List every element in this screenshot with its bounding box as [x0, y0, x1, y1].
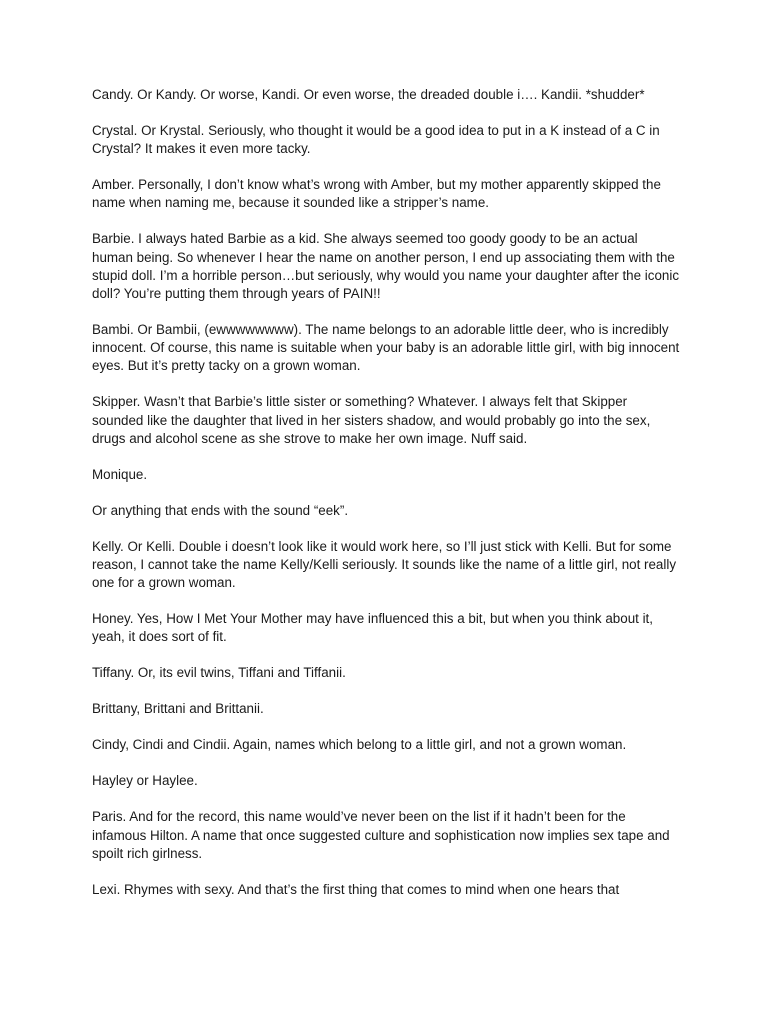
paragraph-hayley: Hayley or Haylee.: [92, 773, 198, 789]
paragraph-candy: Candy. Or Kandy. Or worse, Kandi. Or even worse, the dreaded double i…. Kandii. *shudder*: [92, 87, 645, 102]
paragraph-amber: Amber. Personally, I don’t know what’s wrong with Amber, but my mother apparently skipped the name when naming me, because it sounded like a stripper’s name.: [92, 177, 661, 211]
paragraph-barbie: Barbie. I always hated Barbie as a kid. She always seemed too goody goody to be an actual human being. So whenever I hear the name on another person, I end up associating them with the stupid doll. I’m a horrible person…but seriously, why would you name your daughter after the iconic doll? You’re putting them through years of PAIN!!: [92, 231, 680, 302]
paragraph-eek: Or anything that ends with the sound “eek”.: [92, 502, 349, 518]
paragraph-paris: Paris. And for the record, this name would’ve never been on the list if it hadn’t been for the infamous Hilton. A name that once suggested culture and sophistication now implies sex tape and spoilt rich girlness.: [92, 809, 670, 861]
paragraph-cindy: Cindy, Cindi and Cindii. Again, names which belong to a little girl, and not a grown woman.: [92, 737, 627, 753]
paragraph-crystal: Crystal. Or Krystal. Seriously, who thought it would be a good idea to put in a K instead of a C in Crystal? It makes it even more tacky.: [92, 123, 660, 157]
paragraph-kelly: Kelly. Or Kelli. Double i doesn’t look like it would work here, so I’ll just stick with Kelli. But for some reason, I cannot take the name Kelly/Kelli seriously. It sounds like the name of a little girl, not really one for a grown woman.: [92, 538, 677, 591]
paragraph-tiffany: Tiffany. Or, its evil twins, Tiffani and Tiffanii.: [92, 665, 346, 681]
paragraph-monique: Monique.: [92, 466, 148, 482]
document-body: [92, 86, 682, 917]
paragraph-skipper: Skipper. Wasn’t that Barbie’s little sister or something? Whatever. I always felt that Skipper sounded like the daughter that lived in her sisters shadow, and would probably go into the sex, drugs and alcohol scene as she strove to make her own image. Nuff said.: [92, 394, 651, 446]
paragraph-bambi: Bambi. Or Bambii, (ewwwwwwww). The name belongs to an adorable little deer, who is incredibly innocent. Of course, this name is suitable when your baby is an adorable little girl, with big innocent eyes. But it’s pretty tacky on a grown woman.: [92, 322, 680, 374]
paragraph-lexi: Lexi. Rhymes with sexy. And that’s the first thing that comes to mind when one hears that: [92, 881, 620, 897]
paragraph-honey: Honey. Yes, How I Met Your Mother may have influenced this a bit, but when you think about it, yeah, it does sort of fit.: [92, 611, 653, 645]
paragraph-brittany: Brittany, Brittani and Brittanii.: [92, 701, 264, 717]
